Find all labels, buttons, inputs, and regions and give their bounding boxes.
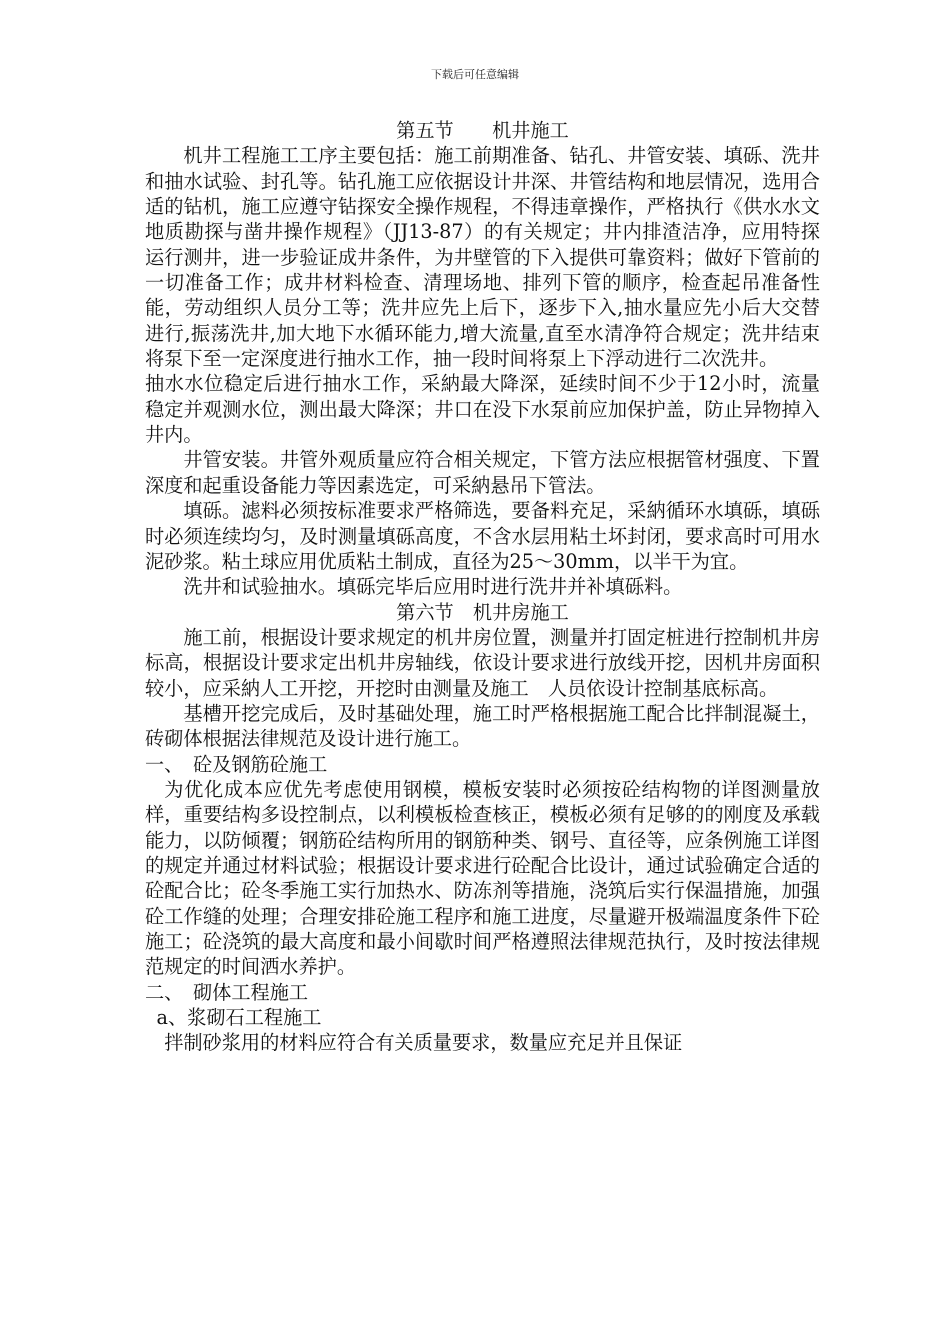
- section-6-paragraph-4: 拌制砂浆用的材料应符合有关质量要求，数量应充足并且保证: [164, 1031, 683, 1055]
- section-5-title: 第五节 机井施工: [396, 119, 569, 142]
- section-6-title: 第六节 机井房施工: [396, 600, 569, 624]
- section-6-paragraph-2: 基槽开挖完成后，及时基础处理，施工时严格根据施工配合比拌制混凝土，砖砌体根据法律规范及设计进行施工。: [145, 701, 820, 751]
- section-5-paragraph-4: 填砾。滤料必须按标准要求严格筛选，要备料充足，采納循环水填砾，填砾时必须连续均匀，及时测量填砾高度，不含水层用粘土坏封闭，要求高时可用水泥砂浆。粘土球应用优质粘土制成，直径为25～30mm，以半干为宜。: [145, 499, 820, 573]
- section-5-paragraph-2: 抽水水位稳定后进行抽水工作，采納最大降深，延续时间不少于12小时，流量稳定并观测水位，测出最大降深；井口在没下水泵前应加保护盖，防止异物掉入井内。: [145, 372, 820, 447]
- section-6-paragraph-1: 施工前，根据设计要求规定的机井房位置，测量并打固定桩进行控制机井房标高，根据设计要求定出机井房轴线，依设计要求进行放线开挖，因机井房面积较小，应采納人工开挖，开挖时由测量及施工 人员依设计控制基底标高。: [145, 625, 820, 700]
- heading-concrete: 一、 砼及钢筋砼施工: [145, 752, 328, 776]
- section-6-paragraph-3: 为优化成本应优先考虑使用钢模，模板安装时必须按砼结构物的详图测量放样，重要结构多设控制点，以利模板检查核正，模板必须有足够的的刚度及承载能力，以防倾覆；钢筋砼结构所用的钢筋种类、钢号、直径等，应条例施工详图的规定并通过材料试验；根据设计要求进行砼配合比设计，通过试验确定合适的砼配合比；砼冬季施工实行加热水、防冻剂等措施，浇筑后实行保温措施，加强砼工作缝的处理；合理安排砼施工程序和施工进度，尽量避开极端温度条件下砼施工；砼浇筑的最大高度和最小间歇时间严格遵照法律规范执行，及时按法律规范规定的时间洒水养护。: [145, 777, 820, 979]
- section-5-paragraph-1: 机井工程施工工序主要包括：施工前期准备、钻孔、井管安装、填砾、洗井和抽水试验、封孔等。钻孔施工应依据设计井深、井管结构和地层情况，选用合适的钻机，施工应遵守钻探安全操作规程，不得违章操作，严格执行《供水水文地质勘探与凿井操作规程》（JJ13-87）的有关规定；井内排渣洁净，应用特探运行测井，进一步验证成井条件，为井壁管的下入提供可靠资料；做好下管前的一切准备工作；成井材料检查、清理场地、排列下管的顺序，检查起吊准备性能，劳动组织人员分工等；洗井应先上后下，逐步下入,抽水量应先小后大交替进行,振荡洗井,加大地下水循环能力,增大流量,直至水清净符合规定；洗井结束将泵下至一定深度进行抽水工作，抽一段时间将泵上下浮动进行二次洗井。: [145, 144, 820, 371]
- section-5-paragraph-3: 井管安装。井管外观质量应符合相关规定，下管方法应根据管材强度、下置深度和起重设备能力等因素选定，可采納悬吊下管法。: [145, 448, 820, 497]
- page-header-note: 下载后可任意编辑: [431, 68, 519, 81]
- heading-mortar-stone: a、浆砌石工程施工: [156, 1006, 322, 1030]
- document-body: [145, 118, 820, 1056]
- section-5-paragraph-5: 洗井和试验抽水。填砾完毕后应用时进行洗井并补填砾料。: [183, 575, 683, 599]
- heading-masonry: 二、 砌体工程施工: [145, 980, 309, 1004]
